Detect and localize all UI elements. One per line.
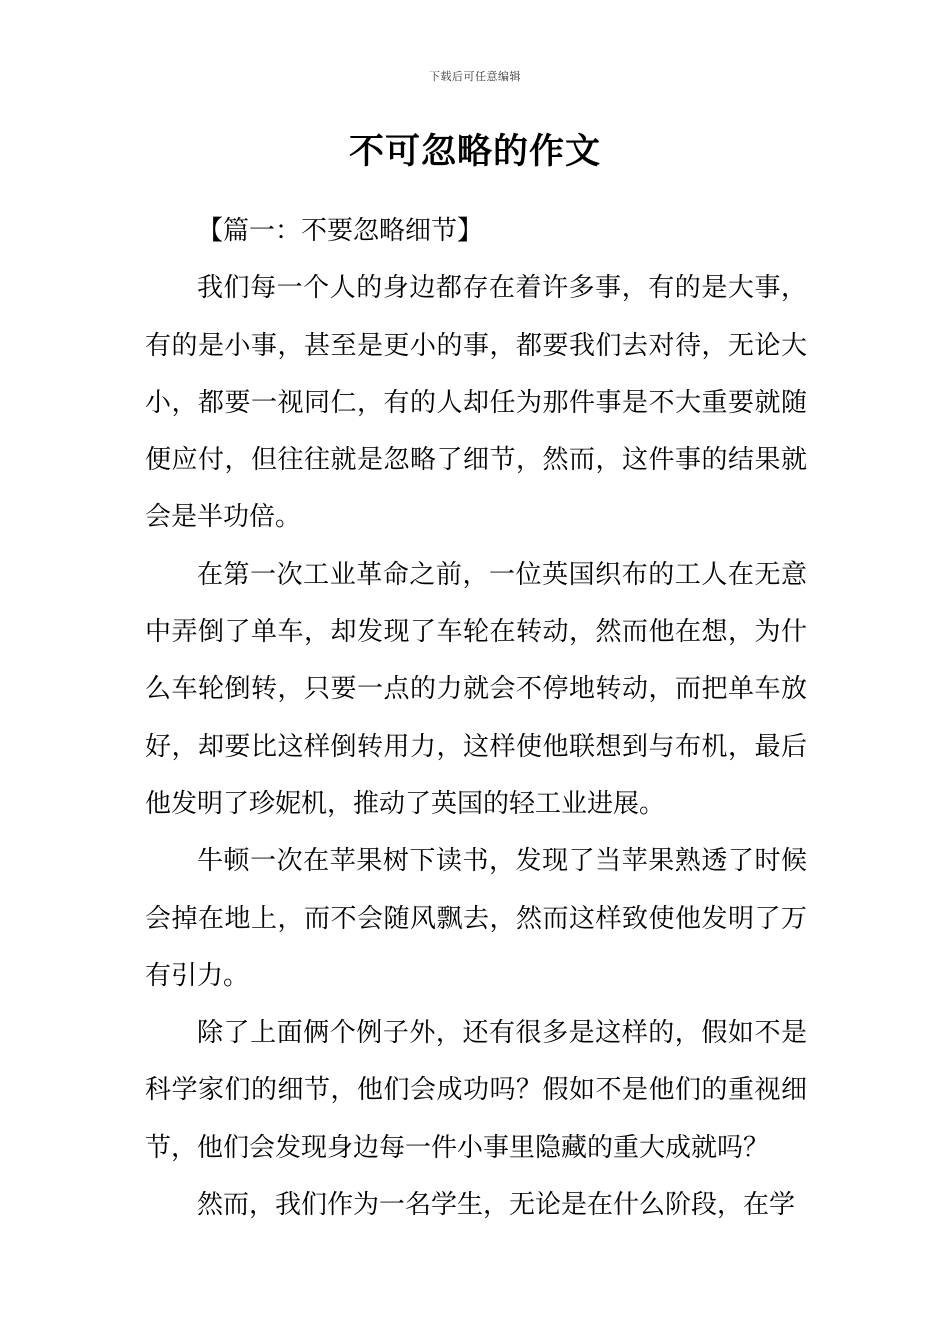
paragraph-3: 牛顿一次在苹果树下读书，发现了当苹果熟透了时候会掉在地上，而不会随风飘去，然而这样致使他发明了万有引力。 bbox=[145, 846, 807, 991]
paragraph-1: 我们每一个人的身边都存在着许多事，有的是大事，有的是小事，甚至是更小的事，都要我们去对待，无论大小，都要一视同仁，有的人却任为那件事是不大重要就随便应付，但往往就是忽略了细节，然而，这件事的结果就会是半功倍。 bbox=[145, 273, 807, 533]
header-note: 下载后可任意编辑 bbox=[429, 70, 521, 83]
paragraph-4: 除了上面俩个例子外，还有很多是这样的，假如不是科学家们的细节，他们会成功吗？假如不是他们的重视细节，他们会发现身边每一件小事里隐藏的重大成就吗？ bbox=[145, 1018, 807, 1163]
section-heading: 【篇一：不要忽略细节】 bbox=[197, 216, 484, 246]
document-body bbox=[145, 203, 807, 1234]
paragraph-5: 然而，我们作为一名学生，无论是在什么阶段，在学 bbox=[197, 1190, 796, 1221]
document-title: 不可忽略的作文 bbox=[348, 132, 601, 172]
paragraph-2: 在第一次工业革命之前，一位英国织布的工人在无意中弄倒了单车，却发现了车轮在转动，然而他在想，为什么车轮倒转，只要一点的力就会不停地转动，而把单车放好，却要比这样倒转用力，这样使他联想到与布机，最后他发明了珍妮机，推动了英国的轻工业进展。 bbox=[145, 559, 807, 819]
